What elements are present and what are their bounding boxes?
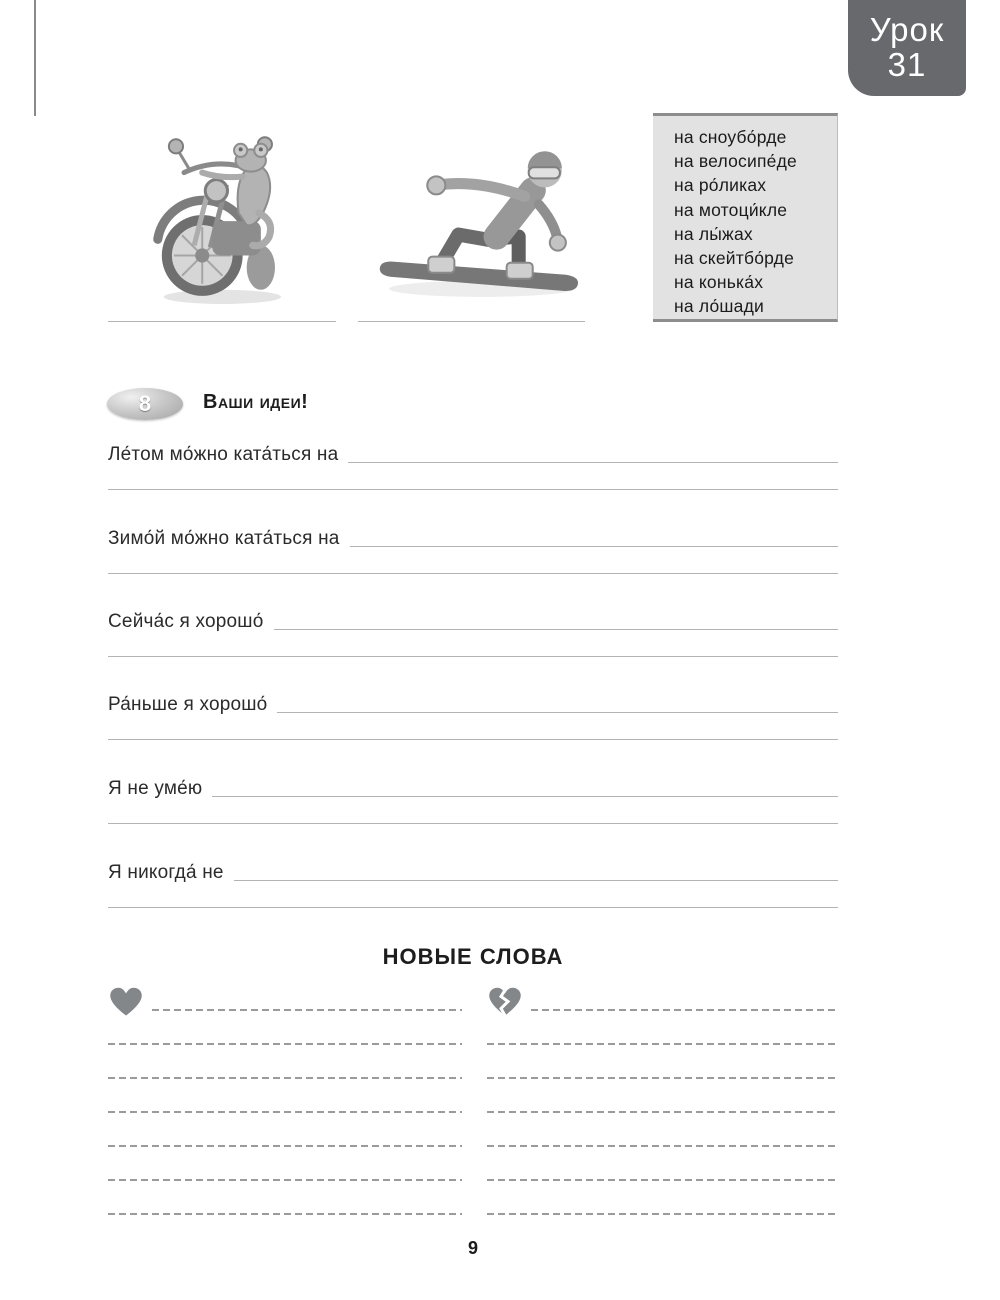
heart-row — [487, 985, 838, 1023]
new-words-title: НОВЫЕ СЛОВА — [382, 944, 564, 969]
word-entry-line[interactable] — [487, 1179, 838, 1181]
answer-line[interactable] — [212, 796, 838, 797]
exercise-number-badge — [107, 388, 183, 420]
exercise-title: Ваши идеи! — [203, 391, 309, 413]
word-entry-line[interactable] — [108, 1145, 462, 1147]
frog-motorcycle-illustration — [148, 116, 308, 308]
word-entry-line[interactable] — [487, 1213, 838, 1215]
answer-line[interactable] — [234, 880, 838, 881]
answer-line[interactable] — [274, 629, 838, 630]
answer-line[interactable] — [108, 656, 838, 657]
prompt-text: Ра́ньше я хорошо́ — [108, 694, 268, 715]
heart-icon — [108, 985, 144, 1018]
frog-motorcycle-image — [148, 116, 308, 308]
prompt-text: Зимо́й мо́жно ката́ться на — [108, 528, 340, 549]
word-entry-line[interactable] — [108, 1111, 462, 1113]
prompt-text: Сейча́с я хорошо́ — [108, 611, 264, 632]
vocab-item: на скейтбо́рде — [674, 248, 795, 269]
vocab-item: на ло́шади — [674, 296, 764, 317]
prompt-block — [108, 611, 838, 657]
answer-line[interactable] — [108, 573, 838, 574]
answer-line[interactable] — [350, 546, 838, 547]
vocab-item: на мотоци́кле — [674, 199, 788, 220]
answer-line[interactable] — [108, 907, 838, 908]
vocabulary-box — [653, 113, 838, 322]
word-entry-line[interactable] — [108, 1213, 462, 1215]
answer-line[interactable] — [277, 712, 838, 713]
lesson-number: 31 — [887, 46, 927, 83]
answer-line[interactable] — [108, 489, 838, 490]
prompt-text: Я никогда́ не — [108, 862, 224, 883]
answer-line[interactable] — [108, 321, 336, 322]
new-words-column-like — [108, 985, 462, 1225]
prompt-block — [108, 694, 838, 740]
prompt-block — [108, 778, 838, 824]
prompt-block — [108, 528, 838, 574]
word-entry-line[interactable] — [108, 1179, 462, 1181]
snowboarder-illustration — [366, 128, 592, 304]
prompt-text: Ле́том мо́жно ката́ться на — [108, 444, 339, 465]
snowboarder-image — [366, 128, 592, 304]
word-entry-line[interactable] — [487, 1145, 838, 1147]
prompt-text: Я не уме́ю — [108, 778, 203, 799]
page-number: 9 — [467, 1238, 478, 1258]
word-entry-line[interactable] — [108, 1043, 462, 1045]
word-entry-line[interactable] — [487, 1043, 838, 1045]
answer-line[interactable] — [348, 462, 838, 463]
answer-line[interactable] — [358, 321, 585, 322]
word-entry-line[interactable] — [108, 1077, 462, 1079]
heart-row — [108, 985, 462, 1023]
vocab-item: на велосипе́де — [674, 151, 797, 172]
answer-line[interactable] — [108, 823, 838, 824]
word-entry-line[interactable] — [531, 1009, 838, 1011]
word-entry-line[interactable] — [487, 1111, 838, 1113]
exercise-number: 8 — [138, 391, 152, 416]
answer-line[interactable] — [108, 739, 838, 740]
lesson-header — [848, 0, 966, 96]
word-entry-line[interactable] — [487, 1077, 838, 1079]
vocab-item: на сноубо́рде — [674, 127, 787, 147]
left-margin-rule — [34, 0, 36, 116]
lesson-label: Урок — [869, 11, 945, 49]
vocab-item: на ро́ликах — [674, 175, 767, 196]
prompt-block — [108, 444, 838, 490]
word-entry-line[interactable] — [152, 1009, 462, 1011]
vocab-item: на конька́х — [674, 272, 764, 293]
vocab-item: на лы́жах — [674, 223, 753, 244]
broken-heart-icon — [487, 985, 523, 1018]
new-words-column-dislike — [487, 985, 838, 1225]
prompt-block — [108, 862, 838, 908]
